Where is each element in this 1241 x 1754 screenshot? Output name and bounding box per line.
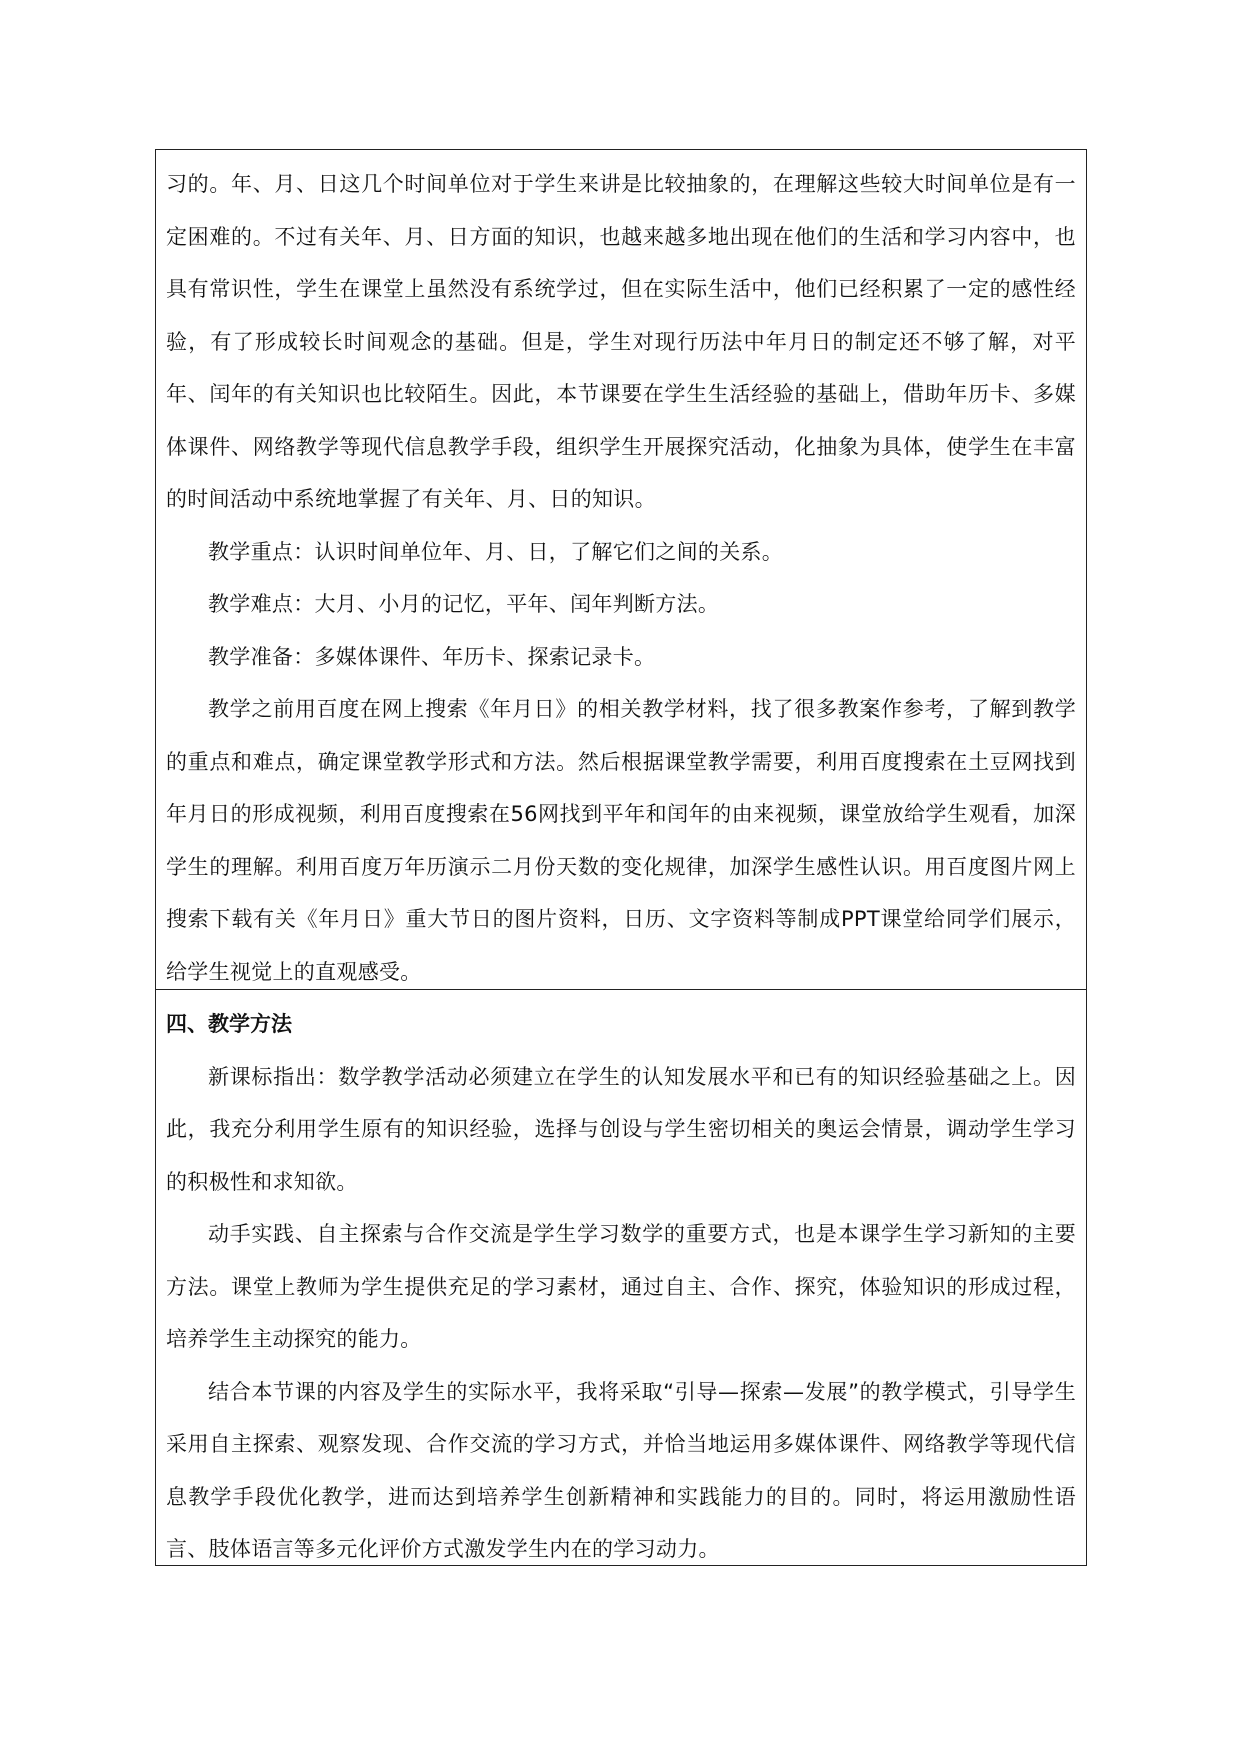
teaching-focus: 教学重点：认识时间单位年、月、日，了解它们之间的关系。 — [208, 539, 784, 564]
teaching-method-cell — [156, 990, 1086, 1565]
method-paragraph-1: 新课标指出：数学教学活动必须建立在学生的认知发展水平和已有的知识经验基础之上。因此，我充分利用学生原有的知识经验，选择与创设与学生密切相关的奥运会情景，调动学生学习的积极性和求知欲。 — [166, 1064, 1076, 1194]
continued-paragraph: 习的。年、月、日这几个时间单位对于学生来讲是比较抽象的，在理解这些较大时间单位是有一定困难的。不过有关年、月、日方面的知识，也越来越多地出现在他们的生活和学习内容中，也具有常识性，学生在课堂上虽然没有系统学过，但在实际生活中，他们已经积累了一定的感性经验，有了形成较长时间观念的基础。但是，学生对现行历法中年月日的制定还不够了解，对平年、闰年的有关知识也比较陌生。因此，本节课要在学生生活经验的基础上，借助年历卡、多媒体课件、网络教学等现代信息教学手段，组织学生开展探究活动，化抽象为具体，使学生在丰富的时间活动中系统地掌握了有关年、月、日的知识。 — [166, 172, 1076, 511]
teaching-difficulty: 教学难点：大月、小月的记忆，平年、闰年判断方法。 — [208, 592, 720, 616]
teaching-preparation: 教学准备：多媒体课件、年历卡、探索记录卡。 — [208, 644, 656, 669]
lesson-plan-table — [155, 149, 1087, 1566]
analysis-cell — [156, 150, 1086, 990]
method-paragraph-3: 结合本节课的内容及学生的实际水平，我将采取“引导—探索—发展”的教学模式，引导学生采用自主探索、观察发现、合作交流的学习方式，并恰当地运用多媒体课件、网络教学等现代信息教学手段优化教学，进而达到培养学生创新精神和实践能力的目的。同时，将运用激励性语言、肢体语言等多元化评价方式激发学生内在的学习动力。 — [166, 1379, 1076, 1561]
section-heading: 四、教学方法 — [166, 1012, 292, 1036]
resource-paragraph: 教学之前用百度在网上搜索《年月日》的相关教学材料，找了很多教案作参考，了解到教学的重点和难点，确定课堂教学形式和方法。然后根据课堂教学需要，利用百度搜索在土豆网找到年月日的形成视频，利用百度搜索在56网找到平年和闰年的由来视频，课堂放给学生观看，加深学生的理解。利用百度万年历演示二月份天数的变化规律，加深学生感性认识。用百度图片网上搜索下载有关《年月日》重大节日的图片资料，日历、文字资料等制成PPT课堂给同学们展示，给学生视觉上的直观感受。 — [166, 697, 1076, 984]
method-paragraph-2: 动手实践、自主探索与合作交流是学生学习数学的重要方式，也是本课学生学习新知的主要方法。课堂上教师为学生提供充足的学习素材，通过自主、合作、探究，体验知识的形成过程，培养学生主动探究的能力。 — [166, 1222, 1076, 1351]
